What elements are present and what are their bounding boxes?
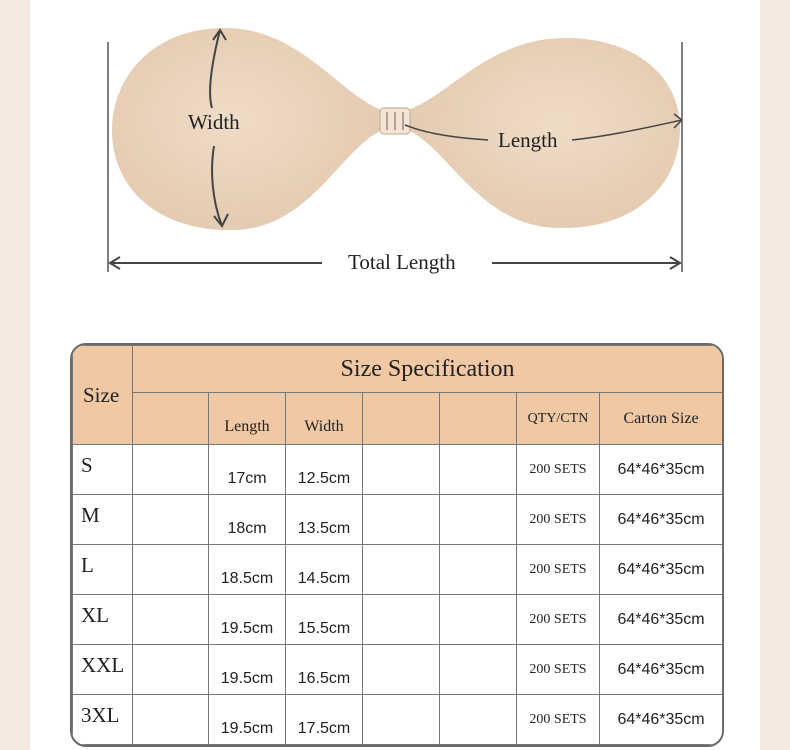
blank-cell <box>133 695 209 745</box>
size-spec-table <box>70 343 724 747</box>
size-cell: XXL <box>73 645 133 695</box>
qty-cell: 200 SETS <box>517 545 600 595</box>
blank-cell <box>133 595 209 645</box>
width-cell: 15.5cm <box>286 595 363 645</box>
table-title: Size Specification <box>133 346 723 393</box>
width-cell: 12.5cm <box>286 445 363 495</box>
width-cell: 17.5cm <box>286 695 363 745</box>
width-cell: 13.5cm <box>286 495 363 545</box>
table-row <box>73 695 723 745</box>
blank-cell <box>363 645 440 695</box>
blank-cell <box>363 695 440 745</box>
qty-column-header: QTY/CTN <box>517 393 600 445</box>
size-cell: M <box>73 495 133 545</box>
blank-cell <box>133 445 209 495</box>
size-cell: S <box>73 445 133 495</box>
blank-cell <box>440 645 517 695</box>
length-column-header: Length <box>209 393 286 445</box>
blank-cell <box>133 495 209 545</box>
blank-cell <box>363 495 440 545</box>
blank-header <box>133 393 209 445</box>
carton-cell: 64*46*35cm <box>600 445 723 495</box>
length-cell: 19.5cm <box>209 695 286 745</box>
blank-cell <box>440 445 517 495</box>
blank-cell <box>440 545 517 595</box>
carton-cell: 64*46*35cm <box>600 695 723 745</box>
width-label: Width <box>188 110 240 134</box>
length-cell: 19.5cm <box>209 595 286 645</box>
table-row <box>73 495 723 545</box>
total-length-label: Total Length <box>348 250 456 274</box>
carton-cell: 64*46*35cm <box>600 595 723 645</box>
table-row <box>73 545 723 595</box>
blank-header <box>440 393 517 445</box>
size-cell: XL <box>73 595 133 645</box>
blank-cell <box>440 595 517 645</box>
length-cell: 18.5cm <box>209 545 286 595</box>
size-cell: 3XL <box>73 695 133 745</box>
blank-cell <box>133 645 209 695</box>
carton-cell: 64*46*35cm <box>600 645 723 695</box>
table-row <box>73 645 723 695</box>
width-cell: 16.5cm <box>286 645 363 695</box>
carton-cell: 64*46*35cm <box>600 495 723 545</box>
table-row <box>73 445 723 495</box>
blank-cell <box>440 695 517 745</box>
table-row <box>73 595 723 645</box>
left-cup <box>112 28 382 230</box>
qty-cell: 200 SETS <box>517 695 600 745</box>
blank-cell <box>363 445 440 495</box>
carton-column-header: Carton Size <box>600 393 723 445</box>
blank-cell <box>440 495 517 545</box>
qty-cell: 200 SETS <box>517 645 600 695</box>
blank-cell <box>363 545 440 595</box>
length-cell: 18cm <box>209 495 286 545</box>
length-cell: 19.5cm <box>209 645 286 695</box>
width-cell: 14.5cm <box>286 545 363 595</box>
qty-cell: 200 SETS <box>517 595 600 645</box>
qty-cell: 200 SETS <box>517 495 600 545</box>
blank-cell <box>363 595 440 645</box>
blank-header <box>363 393 440 445</box>
width-column-header: Width <box>286 393 363 445</box>
carton-cell: 64*46*35cm <box>600 545 723 595</box>
length-cell: 17cm <box>209 445 286 495</box>
length-label: Length <box>498 128 558 152</box>
blank-cell <box>133 545 209 595</box>
size-cell: L <box>73 545 133 595</box>
size-column-header: Size <box>73 346 133 445</box>
qty-cell: 200 SETS <box>517 445 600 495</box>
